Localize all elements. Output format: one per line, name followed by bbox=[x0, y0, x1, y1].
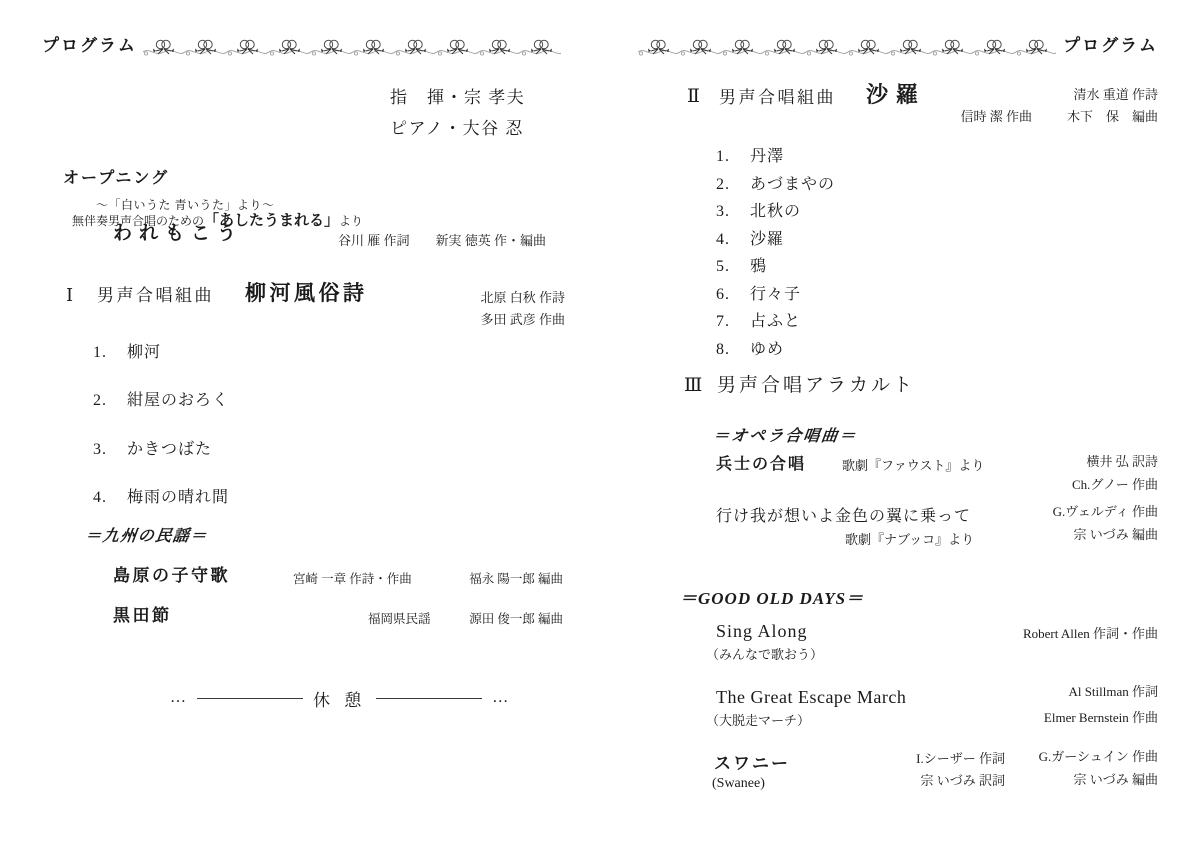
intermission-dots-right: … bbox=[492, 689, 510, 707]
opera-song-1-source: 歌劇『ファウスト』より bbox=[842, 458, 985, 473]
song-title: 丹澤 bbox=[750, 148, 785, 165]
intermission-label: 休 憩 bbox=[313, 691, 367, 710]
floral-ornament-left bbox=[143, 38, 561, 60]
opening-heading: オープニング bbox=[63, 170, 170, 187]
opening-series-note: ～「白いうた 青いうた」より～ bbox=[96, 198, 275, 212]
god-song-3-credit-2: 宗 いづみ 編曲 bbox=[1073, 772, 1158, 787]
intermission-dots-left: … bbox=[170, 689, 187, 707]
intermission-line-right bbox=[376, 698, 482, 699]
song-title: かきつばた bbox=[127, 441, 213, 458]
god-song-1-subtitle: （みんなで歌おう） bbox=[706, 647, 824, 662]
folk-song-2-credit-1: 福岡県民謡 bbox=[368, 612, 431, 626]
folk-song-1-title: 島原の子守歌 bbox=[113, 566, 230, 585]
section1-credit-music: 多田 武彦 作曲 bbox=[480, 312, 565, 327]
god-song-2-credit-1: Al Stillman 作詞 bbox=[1068, 684, 1158, 699]
folk-songs-heading: ＝九州の民謡＝ bbox=[84, 528, 209, 545]
god-song-3-title: スワニー bbox=[714, 754, 790, 773]
song-number: 4. bbox=[716, 231, 730, 248]
god-song-2-title: The Great Escape March bbox=[716, 687, 907, 707]
opening-source-quoted: 「あしたうまれる」 bbox=[204, 213, 340, 229]
song-title: 紺屋のおろく bbox=[127, 392, 230, 409]
folk-song-1-credit-2: 福永 陽一郎 編曲 bbox=[469, 572, 563, 586]
song-number: 6. bbox=[716, 286, 730, 303]
section3-numeral: Ⅲ bbox=[684, 375, 703, 396]
opening-source-suffix: より bbox=[339, 214, 364, 228]
section2-song-3 bbox=[716, 203, 801, 221]
intermission-line-left bbox=[197, 698, 303, 699]
section2-genre: 男声合唱組曲 bbox=[719, 88, 836, 107]
section2-credit-lyrics: 清水 重道 作詩 bbox=[1073, 87, 1158, 102]
folk-song-2-title: 黒田節 bbox=[113, 606, 172, 625]
opera-song-2-credit-2: 宗 いづみ 編曲 bbox=[1073, 527, 1158, 542]
opening-song-title: われもこう bbox=[113, 223, 244, 244]
section3-title: 男声合唱アラカルト bbox=[717, 375, 916, 396]
section2-song-1 bbox=[716, 148, 784, 166]
section1-song-3 bbox=[93, 441, 212, 459]
section1-genre: 男声合唱組曲 bbox=[97, 286, 214, 305]
section2-numeral: Ⅱ bbox=[687, 86, 700, 107]
god-song-2-subtitle: （大脱走マーチ） bbox=[706, 713, 811, 728]
god-song-3-mid-credit-1: I.シーザー 作詞 bbox=[916, 751, 1005, 766]
section1-title: 柳河風俗詩 bbox=[245, 281, 368, 305]
page-title-right: プログラム bbox=[1063, 36, 1158, 55]
section1-song-1 bbox=[93, 344, 161, 362]
god-song-2-credit-2: Elmer Bernstein 作曲 bbox=[1043, 710, 1158, 725]
song-title: 行々子 bbox=[750, 286, 802, 303]
section2-song-4 bbox=[716, 231, 784, 249]
section2-song-7 bbox=[716, 313, 801, 331]
opera-song-1-credit-1: 横井 弘 訳詩 bbox=[1086, 454, 1158, 469]
section2-title: 沙羅 bbox=[866, 82, 927, 107]
god-song-1-credit-1: Robert Allen 作詞・作曲 bbox=[1022, 626, 1158, 641]
song-number: 4. bbox=[93, 489, 107, 506]
section2-song-8 bbox=[716, 341, 784, 359]
section1-numeral: Ⅰ bbox=[66, 285, 74, 305]
song-number: 1. bbox=[716, 148, 730, 165]
song-title: 鴉 bbox=[750, 258, 768, 275]
song-number: 3. bbox=[716, 203, 730, 220]
song-title: 沙羅 bbox=[750, 231, 785, 248]
section1-song-2 bbox=[93, 392, 229, 410]
page-title-left: プログラム bbox=[42, 36, 137, 55]
song-title: 梅雨の晴れ間 bbox=[127, 489, 230, 506]
song-number: 8. bbox=[716, 341, 730, 358]
god-song-3-credit-1: G.ガーシュイン 作曲 bbox=[1038, 749, 1158, 764]
song-number: 1. bbox=[93, 344, 107, 361]
opera-song-2-source: 歌劇『ナブッコ』より bbox=[845, 532, 975, 547]
song-title: 柳河 bbox=[127, 344, 162, 361]
section1-credit-lyrics: 北原 白秋 作詩 bbox=[480, 290, 565, 305]
section2-song-5 bbox=[716, 258, 767, 276]
song-title: 占ふと bbox=[750, 313, 802, 330]
opera-heading: ＝オペラ合唱曲＝ bbox=[712, 428, 859, 445]
song-title: あづまやの bbox=[750, 176, 836, 193]
song-number: 3. bbox=[93, 441, 107, 458]
conductor-credit: 指 揮・宗 孝夫 bbox=[390, 88, 526, 107]
god-song-3-mid-credit-2: 宗 いづみ 訳詞 bbox=[920, 773, 1005, 788]
intermission-row bbox=[170, 686, 536, 711]
song-number: 2. bbox=[716, 176, 730, 193]
song-title: 北秋の bbox=[750, 203, 802, 220]
opera-song-2-title: 行け我が想いよ金色の翼に乗って bbox=[716, 508, 972, 525]
opera-song-1-credit-2: Ch.グノー 作曲 bbox=[1071, 477, 1158, 492]
piano-credit: ピアノ・大谷 忍 bbox=[390, 119, 524, 138]
section2-credit-arrange: 木下 保 編曲 bbox=[1066, 109, 1158, 124]
opening-song-credit: 谷川 雁 作詞 新実 徳英 作・編曲 bbox=[338, 233, 547, 248]
god-song-3-subtitle: (Swanee) bbox=[712, 776, 765, 791]
god-song-1-title: Sing Along bbox=[716, 621, 808, 641]
section2-credit-music: 信時 潔 作曲 bbox=[960, 109, 1032, 124]
opening-source-prefix: 無伴奏男声合唱のための bbox=[72, 214, 205, 228]
song-number: 5. bbox=[716, 258, 730, 275]
folk-song-1-credit-1: 宮崎 一章 作詩・作曲 bbox=[293, 572, 412, 586]
opera-song-2-credit-1: G.ヴェルディ 作曲 bbox=[1052, 504, 1158, 519]
section2-song-6 bbox=[716, 286, 801, 304]
good-old-days-heading: ＝GOOD OLD DAYS＝ bbox=[680, 589, 865, 608]
song-number: 2. bbox=[93, 392, 107, 409]
section1-song-4 bbox=[93, 489, 229, 507]
opera-song-1-title: 兵士の合唱 bbox=[716, 456, 807, 473]
song-number: 7. bbox=[716, 313, 730, 330]
floral-ornament-right bbox=[638, 38, 1056, 60]
section2-song-2 bbox=[716, 176, 835, 194]
folk-song-2-credit-2: 源田 俊一郎 編曲 bbox=[469, 612, 563, 626]
song-title: ゆめ bbox=[750, 341, 785, 358]
